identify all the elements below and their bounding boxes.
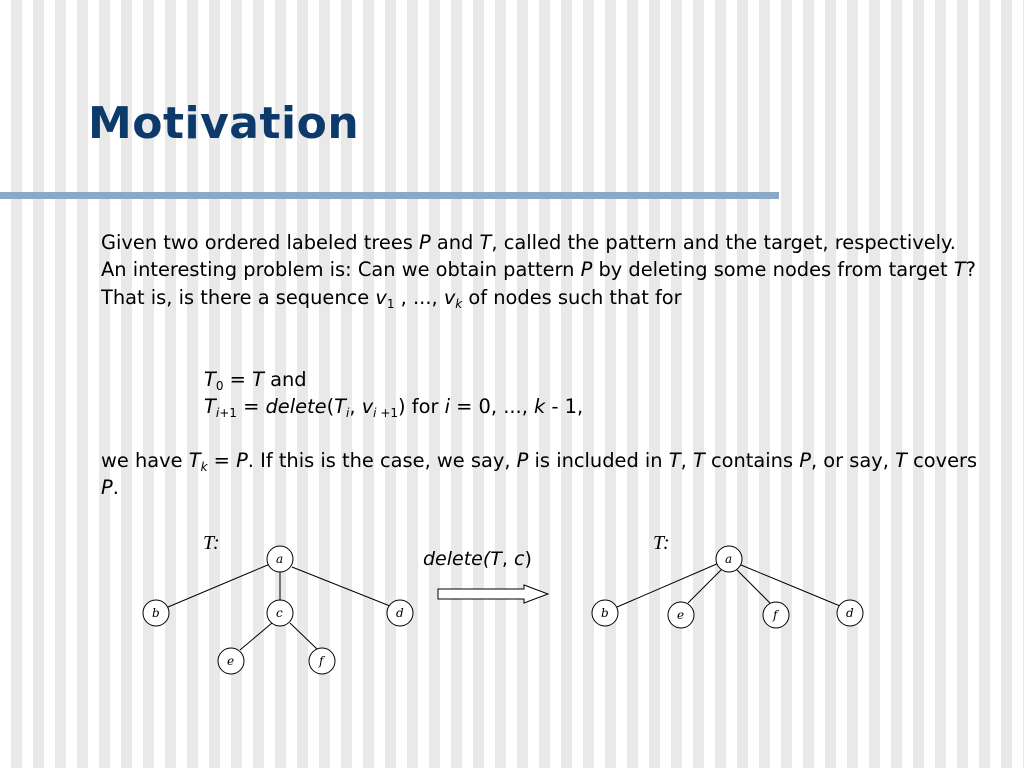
text-run: k bbox=[534, 395, 546, 418]
formula-line-2 bbox=[204, 393, 583, 420]
text-run: k bbox=[200, 460, 208, 474]
text-run: i bbox=[373, 406, 377, 420]
left-tree bbox=[143, 532, 413, 674]
svg-text:a: a bbox=[725, 552, 733, 566]
text-run: P bbox=[799, 449, 811, 472]
svg-text:e: e bbox=[677, 608, 685, 622]
svg-text:c: c bbox=[276, 606, 283, 620]
text-run: = bbox=[207, 449, 237, 472]
edge-a-d bbox=[741, 565, 840, 606]
operation-label: delete(T, c) bbox=[423, 548, 532, 570]
text-run: P bbox=[516, 449, 529, 472]
text-run: T bbox=[204, 395, 216, 418]
svg-text:f: f bbox=[319, 654, 324, 668]
text-run: ? That is, is there a sequence bbox=[101, 258, 976, 309]
text-run: covers bbox=[906, 449, 978, 472]
svg-text:b: b bbox=[601, 606, 609, 620]
tree-node-b bbox=[592, 600, 618, 626]
text-run: ) for bbox=[398, 395, 445, 418]
text-run: we have bbox=[101, 449, 189, 472]
text-run: v bbox=[375, 285, 387, 309]
tree-node-e bbox=[668, 602, 694, 628]
text-run: , ..., bbox=[394, 285, 444, 309]
tree-node-f bbox=[309, 648, 335, 674]
edge-a-b bbox=[617, 563, 719, 607]
text-run: T bbox=[953, 258, 966, 282]
tree-node-d bbox=[387, 600, 413, 626]
text-run: and bbox=[430, 231, 480, 254]
text-run: = bbox=[223, 368, 253, 391]
text-run: , called the pattern and the target, respectively. An interesting problem is: Can we obtain pattern bbox=[101, 231, 956, 282]
text-run: +1 bbox=[376, 406, 399, 420]
edge-a-e bbox=[688, 568, 723, 603]
text-run: P bbox=[101, 476, 113, 500]
tree-node-d bbox=[837, 600, 863, 626]
tree-node-f bbox=[763, 602, 789, 628]
delete-operation bbox=[423, 548, 548, 603]
svg-text:e: e bbox=[227, 654, 235, 668]
edge-a-b bbox=[168, 564, 270, 607]
edge-c-f bbox=[290, 623, 318, 650]
tree-deletion-figure bbox=[0, 520, 1024, 690]
text-run: i bbox=[215, 406, 220, 420]
text-run: P bbox=[236, 449, 248, 472]
text-run: P bbox=[580, 258, 593, 282]
right-tree-label: T: bbox=[653, 532, 670, 554]
text-run: v bbox=[443, 285, 456, 309]
tree-node-c bbox=[267, 600, 293, 626]
text-run: T bbox=[252, 368, 264, 391]
slide-title: Motivation bbox=[88, 98, 360, 149]
right-arrow-icon bbox=[438, 585, 548, 603]
tree-node-e bbox=[218, 648, 244, 674]
text-run: = 0, ..., bbox=[449, 395, 535, 418]
text-run: - 1, bbox=[545, 395, 584, 418]
text-run: P bbox=[419, 231, 431, 254]
svg-text:d: d bbox=[396, 606, 404, 620]
tree-node-a bbox=[716, 546, 742, 572]
right-tree bbox=[592, 532, 863, 628]
text-run: and bbox=[263, 368, 307, 391]
title-underline bbox=[0, 192, 779, 199]
text-run: . If this is the case, we say, bbox=[247, 449, 517, 472]
edge-a-f bbox=[735, 568, 770, 603]
text-run: T bbox=[692, 449, 705, 472]
svg-text:d: d bbox=[846, 606, 854, 620]
text-run: i bbox=[346, 406, 350, 420]
text-run: T bbox=[479, 231, 492, 254]
text-run: = bbox=[236, 395, 266, 418]
formula-line-1 bbox=[204, 366, 583, 393]
edge-a-d bbox=[292, 567, 390, 606]
text-run: k bbox=[455, 296, 463, 311]
text-run: Given two ordered labeled trees bbox=[101, 231, 420, 254]
text-run: T bbox=[188, 449, 201, 472]
text-run: , bbox=[349, 395, 362, 418]
text-run: , bbox=[680, 449, 693, 472]
text-run: i bbox=[444, 395, 450, 418]
svg-text:f: f bbox=[773, 608, 778, 622]
text-run: delete bbox=[265, 395, 327, 418]
text-run: of nodes such that for bbox=[462, 285, 682, 309]
conclusion-paragraph bbox=[101, 447, 981, 502]
intro-paragraph bbox=[101, 229, 981, 311]
text-run: contains bbox=[704, 449, 800, 472]
text-run: T bbox=[204, 368, 216, 391]
left-tree-label: T: bbox=[203, 532, 220, 554]
text-run: 1 bbox=[386, 296, 395, 311]
edge-c-e bbox=[240, 623, 272, 650]
text-run: . bbox=[112, 476, 119, 500]
svg-text:b: b bbox=[152, 606, 160, 620]
text-run: +1 bbox=[219, 406, 237, 420]
tree-node-a bbox=[267, 546, 293, 572]
text-run: by deleting some nodes from target bbox=[592, 258, 954, 282]
text-run: T bbox=[668, 449, 681, 472]
text-run: 0 bbox=[215, 379, 224, 393]
text-run: T bbox=[334, 395, 347, 418]
tree-node-b bbox=[143, 600, 169, 626]
text-run: v bbox=[361, 395, 374, 418]
text-run: T bbox=[895, 449, 907, 472]
recurrence-formula bbox=[204, 366, 583, 420]
text-run: , or say, bbox=[810, 449, 896, 472]
text-run: is included in bbox=[528, 449, 669, 472]
text-run: ( bbox=[326, 395, 335, 418]
svg-text:a: a bbox=[276, 552, 284, 566]
